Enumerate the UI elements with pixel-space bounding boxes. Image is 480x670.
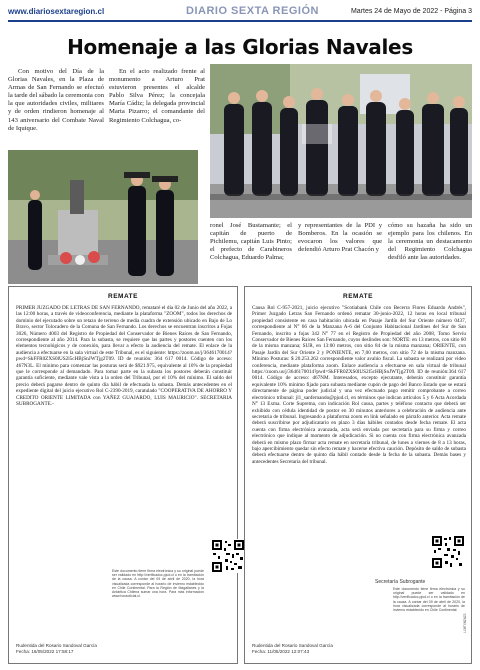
article-headline: Homenaje a las Glorias Navales xyxy=(67,35,413,59)
signature-block: Rudentida del Rosario Sandoval García Fecha: 16/05/2022 17:58:17 xyxy=(16,643,97,654)
ceremony-photo-monument xyxy=(8,150,198,284)
newspaper-name: DIARIO SEXTA REGIÓN xyxy=(186,5,319,17)
article-column-1: Con motivo del Día de la Glorias Navales, en la Plaza de Armas de San Fernando se efectuó la tarde del sábado la ceremonia con la que autoridades civiles, militares y de orden rindieron homenaje al 143 aniversario del Combate Naval de Iquique. xyxy=(8,68,104,132)
article-column-2: En el acto realizado frente al monumento a Arturo Prat estuvieron presentes el alcalde Pablo Silva Pérez; la concejala María Cádiz; la delegada provincial Marta Pizarro; el comandante del Regimiento Colchagua, co- xyxy=(109,68,205,124)
edition-date: Martes 24 de Mayo de 2022 - Página 3 xyxy=(350,8,472,15)
electronic-signature-note: Este documento tiene firma electrónica y su original puede ser validado en http://verificadoc.pjud.cl o en la tramitación de la causa. A contar del 09 de abril de 2020, la hora visualizada corresponde al horario de invierno establecido en Chile Continental. xyxy=(393,587,465,613)
article-column-5: cómo su hazaña ha sido un ejemplo para los chilenos. En la ceremonia un destacamento del Regimiento Colchagua desfiló ante las autoridades. xyxy=(388,222,472,262)
signature-block: Rudentida del Rosario Sandoval García Fecha: 11/05/2022 12:07:43 xyxy=(252,643,333,654)
legal-notice-left xyxy=(8,286,238,664)
signature-role: Secretaría Subrogante xyxy=(375,579,426,585)
qr-code-icon xyxy=(211,539,245,573)
electronic-signature-note: Este documento tiene firma electrónica y su original puede ser validado en http://verificadoc.pjud.cl o en la tramitación de la causa. A contar del 09 de abril de 2020, la hora visualizada corresponde al horario de invierno establecido en Chile Continental. Para la Región de Magallanes y la Antártica Chilena sumar una hora. Para más información www.horaoficial.cl. xyxy=(112,569,204,599)
verification-code: LCHTXNZWZC xyxy=(463,613,467,633)
ceremony-photo-authorities xyxy=(210,64,472,218)
notice-title: REMATE xyxy=(343,293,373,300)
article-column-4: y representantes de la PDI y Bomberos. En la ocasión se evocaron los valores que defendió Arturo Prat Chacón y xyxy=(298,222,382,254)
qr-code-icon xyxy=(431,535,465,569)
notice-title: REMATE xyxy=(108,293,138,300)
legal-notice-right xyxy=(244,286,472,664)
page-header xyxy=(8,6,472,22)
article-column-3: ronel José Bustamante; el capitán de puerto de Pichilemu, capitán Luis Pinto; el prefecto de Carabineros Colchagua, Eduardo Palma; xyxy=(210,222,292,262)
notice-body: Causa Rol C-957-2021, juicio ejecutivo "Scotiabank Chile con Becerra Flores Eduardo Andrés", Primer Juzgado Letras San Fernando ordenó rematar 30-junio-2022, 12 horas en local tribunal propiedad consistente en casa habitación ubicada en Pasaje Jardín del Sur Oriente número 0437, correspondiente al N° 66 de la Manzana A-6 del Conjunto Habitacional Jardines del Sur de San Fernando, inscrito a fojas 342 N° 77 en el Registro de Propiedad del año 2008, Tomo Servíu Conservador de Bienes Raíces San Fernando, cuyos deslindes son: NORTE: en 13 metros, con sitio 60 de la misma manzana; SUR, en 13:00 metros, con sitio 84 de la misma manzana; ORIENTE, con Pasaje Jardín del Sur Oriente 2 y PONIENTE, en 7,00 metros, con sitio 72 de la misma manzana. Mínimo Posturas: $ 20.253.262 correspondiente valor avalúo fiscal. La subasta se realizará por video conferencia, mediante plataforma zoom. Enlace audiencia a efectuarse en sala virtual de tribunal https://zoom.us/j/3646170014?pwd=SkFFR0ZXS0lUS2l5cHBjSnJWTjg2T09. ID de reunión:364 617 0014. Código de acceso: d67NM. Interesados, excepto ejecutante, deberán constituir garantía equivalente 10% mínimo fijado para subasta mediante cupón de pago del Banco Estado que se estará directamente de página poder judicial y una vez efectuado pago remitir comprobante a correo electrónico tribunal: jl1_sanfernando@pjud.cl, en términos que indican artículos 5 y 6 Acta Acordada N° 13 Exma. Corte Suprema, con indicación Rol causa, partes y teléfono contacto que deberá ser exhibido con cédula identidad de postor en 30 minutos anteriores a celebración de audiencia ante secretaria de tribunal. Ingresando a plataforma zoom en link señalado en párrafo anterior. Acta remate deberá suscribirse por adjudicatario en plazo 3 días hábiles contados desde fecha remate. El acta cuenta con firma electrónica avanzada, acta será enviada por secretaría para su firma y correo electrónico que indique al momento de adjudicación. Si no cuenta con firma electrónica avanzada deberá en mismo plazo firmar acta remate en secretaría tribunal, de lunes a viernes de 8 a 13 horas, bajo apercibimiento quedar sin efecto remate y hacerse efectiva caución. Depósito de saldo de subasta deberá efectuarse dentro de quinto día hábil contado desde la fecha de la subasta. Demás bases y antecedentes Secretaria del tribunal. xyxy=(252,305,466,465)
notice-body: PRIMER JUZGADO DE LETRAS DE SAN FERNANDO, remataré el día 02 de Junio del año 2022, a las 12:00 horas, a través de videoconferencia, mediante la plataforma "ZOOM", todos los derechos de dominio del ejecutado sobre un retazo de terreno de media cuadra de extensión ubicado en Bajo de Lo Bravo, sector Tolocadero de la Comuna de San Fernando. Los derechos se encuentran inscritos a Fojas 3026, Número 4003 del Registro de Propiedad del Conservador de Bienes Raíces de San Fernando, correspondiente al año 2014. Para la subasta, se requiere que las partes y postores cuenten con los elementos tecnológicos y de conexión, para llevar a efecto la audiencia del remate. El enlace de la audiencia a efectuarse en la sala virtual de este Tribunal, es el siguiente: https://zoom.us/j/3646170014?pwd=SkFFR0ZXS0lUS2l5cHBjSnJWTjg2T09. ID de reunión: 364 617 0014. Código de acceso: 467N3L. El mínimo para comenzar las posturas será de $921.975, equivalente al 10% de la propiedad que le corresponde al demandado. Para tomar parte en la subasta los postores deberán constituir garantía suficiente, mediante vale vista a la orden del Tribunal, por el 10% del mínimo. El saldo del precio deberá pagarse dentro de quinto día hábil de efectuada la subasta. Demás antecedentes en el expediente digital del juicio ejecutivo Rol C-2390-2019, caratulado "COOPERATIVA DE AHORRO Y CREDITO ORIENTE LIMITADA con YAÑEZ GUAJARDO, LUIS MAURICIO". SECRETARIA SUBROGANTE.- xyxy=(16,305,232,408)
site-url[interactable]: www.diariosextaregion.cl xyxy=(8,7,105,16)
